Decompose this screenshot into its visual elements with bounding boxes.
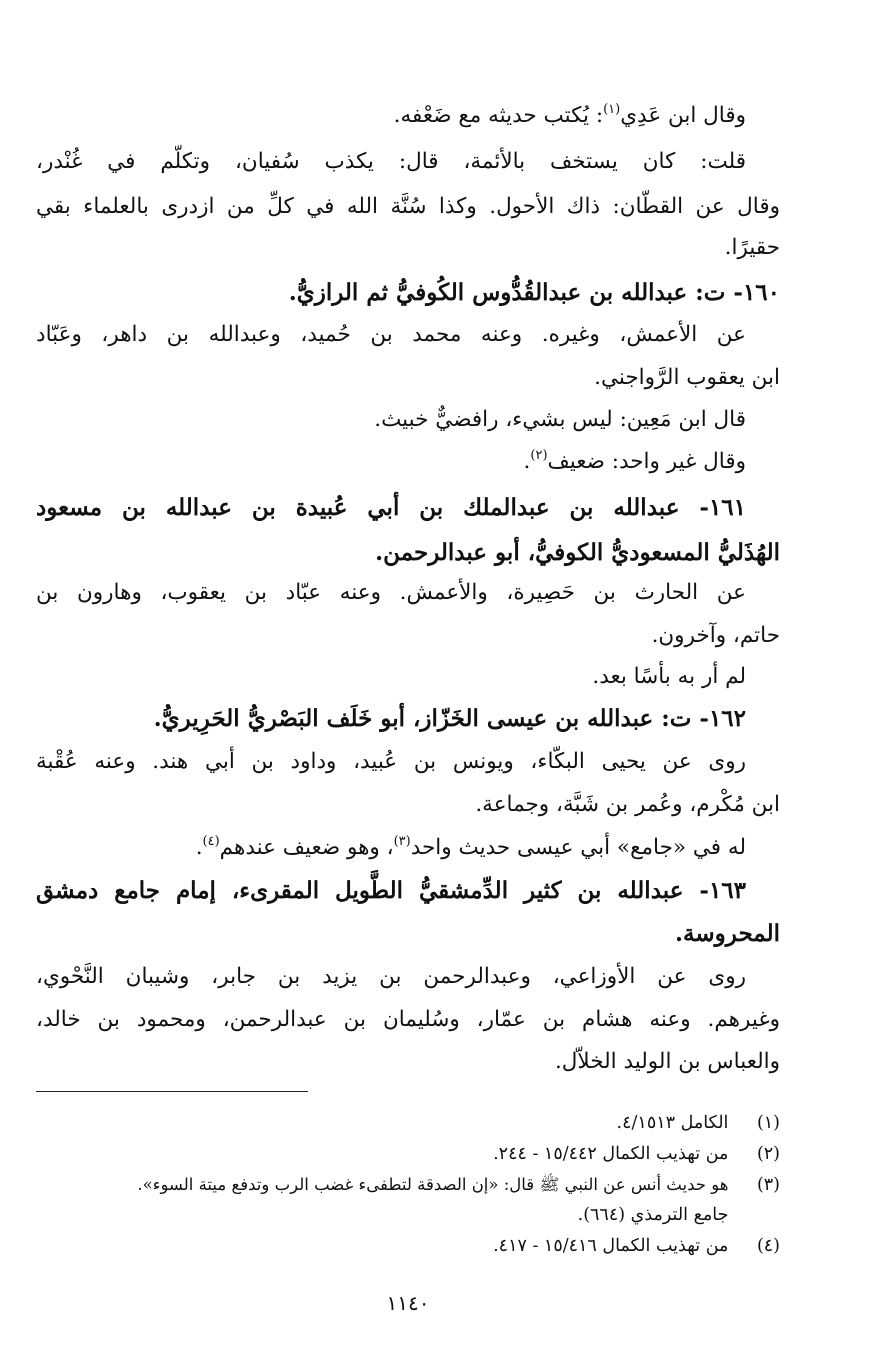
- footnote-continuation: [36, 1200, 780, 1230]
- footnote-text: من تهذيب الكمال ١٥/٤١٦ - ٤١٧.: [493, 1236, 729, 1256]
- footnote: [36, 1170, 780, 1200]
- footnote-number: (١): [756, 1113, 780, 1133]
- footnote: [36, 1108, 780, 1138]
- footnote-text: الكامل ٤/١٥١٣.: [616, 1113, 729, 1133]
- text-line: وقال عن القطّان: ذاك الأحول. وكذا سُنَّة الله في كلِّ من ازدرى بالعلماء بقي: [36, 194, 780, 219]
- text-line: وقال غير واحد: ضعيف$^{(٢)}$.: [523, 448, 746, 474]
- footnote-number: (٤): [756, 1236, 780, 1256]
- footnote-text: من تهذيب الكمال ١٥/٤٤٢ - ٢٤٤.: [493, 1144, 729, 1164]
- entry-heading-161-cont: الهُذَليُّ المسعوديُّ الكوفيُّ، أبو عبدالرحمن.: [375, 539, 780, 566]
- text-line: قلت: كان يستخف بالأئمة، قال: يكذب سُفيان، وتكلّم في غُنْدر،: [36, 149, 746, 174]
- text-line: عن الحارث بن حَصِيرة، والأعمش. وعنه عبّاد بن يعقوب، وهارون بن: [36, 580, 746, 605]
- footnote-text: جامع الترمذي (٦٦٤).: [577, 1205, 729, 1225]
- text-line: لم أر به بأسًا بعد.: [592, 664, 746, 689]
- entry-heading-163: ١٦٣- عبدالله بن كثير الدِّمشقيُّ الطَّويل المقرىء، إمام جامع دمشق: [36, 877, 746, 904]
- text-line: حقيرًا.: [724, 235, 780, 260]
- footnote-number: (٣): [756, 1175, 780, 1195]
- entry-heading-160: ١٦٠- ت: عبدالله بن عبدالقُدُّوس الكُوفيُّ ثم الرازيُّ.: [288, 279, 780, 306]
- text-line: قال ابن مَعِين: ليس بشيء، رافضيٌّ خبيث.: [374, 407, 746, 432]
- text-line: وقال ابن عَدِي$^{(١)}$: يُكتب حديثه مع ضَعْفه.: [393, 102, 746, 128]
- text-line: والعباس بن الوليد الخلاّل.: [554, 1049, 780, 1074]
- text-line: ابن مُكْرم، وعُمر بن شَبَّة، وجماعة.: [475, 792, 780, 817]
- text-line: وغيرهم. وعنه هشام بن عمّار، وسُليمان بن عبدالرحمن، ومحمود بن خالد،: [36, 1007, 780, 1032]
- text-line: عن الأعمش، وغيره. وعنه محمد بن حُميد، وعبدالله بن داهر، وعَبّاد: [36, 322, 746, 347]
- entry-heading-163-cont: المحروسة.: [675, 920, 780, 947]
- footnote-separator: [36, 1091, 308, 1092]
- footnote-text: هو حديث أنس عن النبي ﷺ قال: «إن الصدقة لتطفىء غضب الرب وتدفع ميتة السوء».: [137, 1175, 729, 1194]
- footnote-number: (٢): [756, 1144, 780, 1164]
- entry-heading-162: ١٦٢- ت: عبدالله بن عيسى الخَزّاز، أبو خَلَف البَصْريُّ الحَرِيريُّ.: [153, 705, 746, 732]
- text-line: ابن يعقوب الرَّواجني.: [594, 365, 780, 390]
- text-line: له في «جامع» أبي عيسى حديث واحد$^{(٣)}$، وهو ضعيف عندهم$^{(٤)}$.: [195, 834, 746, 860]
- footnote: [36, 1231, 780, 1261]
- text-line: حاتم، وآخرون.: [651, 623, 780, 648]
- text-line: روى عن الأوزاعي، وعبدالرحمن بن يزيد بن جابر، وشيبان النَّحْوي،: [36, 964, 746, 989]
- footnote: [36, 1139, 780, 1169]
- page-number: ١١٤٠: [386, 1291, 430, 1315]
- text-line: روى عن يحيى البكّاء، ويونس بن عُبيد، وداود بن أبي هند. وعنه عُقْبة: [36, 749, 746, 774]
- entry-heading-161: ١٦١- عبدالله بن عبدالملك بن أبي عُبيدة بن عبدالله بن مسعود: [36, 494, 746, 521]
